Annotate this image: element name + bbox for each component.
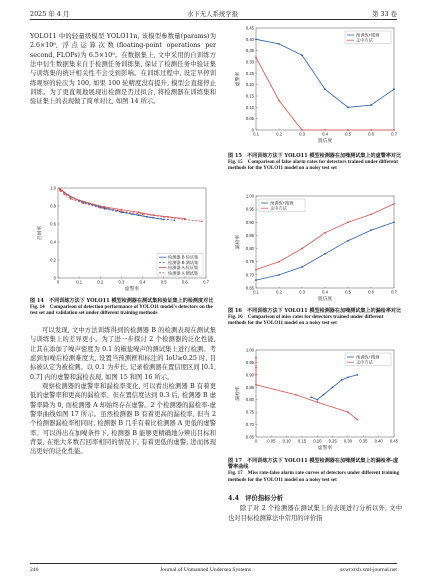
x-tick-label: 0.1 — [253, 131, 259, 137]
data-point — [255, 269, 257, 271]
data-point — [301, 266, 303, 268]
caption-en: Fig. 14 Comparison of detection performance of YOLO11 model's detectors on the test set and validation set under different training methods — [30, 304, 213, 317]
y-tick-label: 0.85 — [245, 232, 254, 238]
series-line — [256, 358, 357, 420]
y-axis-label: 漏检率 — [236, 234, 241, 250]
y-tick-label: 0.30 — [245, 59, 254, 65]
caption-en: Fig. 17 Miss rate-false alarm rate curves of detectors under different training methods for the YOLO11 model on a noisy test set — [228, 470, 400, 483]
y-tick-label: 0 — [53, 275, 56, 281]
paragraph: 观察检测器的虚警率和漏检率变化, 可以看出检测器 B 有着更低的虚警率和更高的漏检率。但在置信度达到 0.3 后, 检测器 B 虚警率降为 0, 而检测器 A 却始终存在虚警。2 个检测器的漏检率-虚警率曲线如图 17 所示。虽然检测器 B 有着更高的漏检率, 但当 2 个检测器漏检率相同时, 检测器 B 几乎有着比检测器 A 更低的虚警率。可以得出在加噪条件下, 检测器 B 能够更精确地分辨出目标和背景, 在绝大多数召回率相同的情况下, 有着更低的虚警, 进而体现出更好的泛化性能。 — [30, 383, 216, 456]
data-point — [121, 211, 123, 213]
x-tick-label: 0.05 — [267, 438, 276, 444]
y-tick-label: 1.00 — [245, 193, 254, 199]
x-tick-label: 0.7 — [203, 279, 209, 285]
x-tick-label: 0.6 — [368, 289, 374, 295]
x-tick-label: 0.45 — [389, 438, 399, 444]
data-point — [61, 190, 63, 192]
series-line — [256, 39, 394, 107]
series-line — [256, 222, 394, 280]
y-tick-label: 1.0 — [50, 185, 56, 191]
header-rule — [30, 19, 397, 20]
header-journal: 水下无人系统学报 — [187, 10, 239, 18]
data-point — [142, 213, 144, 215]
figure-15-caption — [228, 153, 402, 172]
data-point — [295, 394, 297, 396]
y-tick-label: 0.65 — [245, 285, 254, 291]
y-tick-label: 0.75 — [245, 409, 254, 415]
x-tick-label: 0.15 — [297, 438, 307, 444]
y-tick-label: 0.05 — [245, 116, 254, 122]
data-point — [89, 202, 91, 204]
data-point — [255, 279, 257, 281]
y-tick-label: 0.80 — [245, 397, 254, 403]
data-point — [278, 100, 280, 102]
data-point — [278, 43, 280, 45]
data-point — [323, 394, 325, 396]
figure-14-caption — [30, 298, 216, 317]
data-point — [255, 384, 257, 386]
y-tick-label: 0.80 — [245, 246, 254, 252]
series-line — [60, 191, 202, 222]
data-point — [370, 104, 372, 106]
x-tick-label: 0.3 — [299, 131, 305, 137]
data-point — [370, 214, 372, 216]
y-tick-label: 0.15 — [245, 93, 254, 99]
data-point — [370, 129, 372, 131]
x-tick-label: 0 — [254, 438, 258, 444]
data-point — [324, 129, 326, 131]
legend-label: 文中方法 — [356, 359, 373, 365]
x-axis-label: 虚警率 — [124, 287, 140, 292]
y-tick-label: 0.95 — [245, 359, 254, 365]
data-point — [278, 274, 280, 276]
y-tick-label: 0.70 — [245, 272, 254, 278]
x-tick-label: 0.4 — [139, 279, 146, 285]
y-tick-label: 0.45 — [245, 25, 254, 31]
x-axis-label: 虚警率 — [317, 446, 333, 451]
y-axis-label: 虚警率 — [236, 71, 241, 87]
y-tick-label: 0.25 — [245, 70, 254, 76]
y-tick-label: 0.10 — [245, 104, 254, 110]
data-point — [82, 202, 84, 204]
data-point — [347, 240, 349, 242]
y-axis-label: 漏检率 — [236, 386, 241, 401]
data-point — [104, 206, 106, 208]
data-point — [99, 207, 101, 209]
x-tick-label: 0 — [56, 279, 60, 285]
data-point — [301, 54, 303, 56]
data-point — [370, 229, 372, 231]
data-point — [316, 401, 318, 403]
legend-label: 检测器 A 验证集 — [168, 265, 199, 271]
caption-zh: 图 16 不同训练方法下 YOLO11 模型检测器在加噪测试集上的漏检率对比 — [228, 308, 402, 314]
series-line — [256, 204, 394, 270]
x-tick-label: 0.5 — [160, 279, 167, 285]
y-tick-label: 0.40 — [245, 36, 254, 42]
data-point — [393, 203, 395, 205]
data-point — [70, 198, 72, 200]
paragraph: 可以发现, 文中方法训练得到的检测器 B 的检测表现在测试集与训练集上的差异更小。为了进一步探讨 2 个检测器的泛化性能, 让其在添加了噪声密度为 0.1 的椒盐噪声的测试集上进行检测。考虑到加噪后检测难度大, 设置当预测框和标注的 IoU≥0.25 时, 目标被认定为被检测。以 0.1 为步长, 记录检测器在置信度区间 [0.1, 0.7] 内的虚警和漏检表现, 如图 15 和图 16 所示。 — [30, 327, 216, 381]
left-column-bottom — [30, 326, 216, 457]
x-tick-label: 0.40 — [374, 438, 383, 444]
x-tick-label: 0.10 — [282, 438, 291, 444]
x-tick-label: 0.2 — [276, 289, 282, 295]
data-point — [347, 129, 349, 131]
y-tick-label: 0.70 — [245, 422, 254, 428]
data-point — [63, 193, 65, 195]
figure-17-chart — [230, 346, 400, 456]
legend-label: 预训练+精调 — [356, 32, 380, 38]
data-point — [163, 216, 165, 218]
figure-17-caption — [228, 458, 402, 483]
figure-16-chart — [230, 192, 400, 307]
paragraph: 除了对 2 个检测器在测试集上的表现进行分析以外, 文中也对目标检测算法中常用的评价指 — [228, 505, 402, 522]
data-point — [184, 219, 186, 221]
x-tick-label: 0.1 — [253, 289, 259, 295]
y-tick-label: 0.20 — [245, 82, 254, 88]
legend-label: 检测器 B 验证集 — [168, 254, 199, 260]
x-tick-label: 0.25 — [328, 438, 337, 444]
data-point — [301, 129, 303, 131]
y-tick-label: 0.4 — [50, 239, 56, 245]
y-tick-label: 0.2 — [50, 257, 56, 263]
data-point — [316, 399, 318, 401]
footer-rule — [30, 563, 397, 564]
data-point — [255, 38, 257, 40]
y-tick-label: 0.8 — [50, 203, 56, 209]
y-tick-label: 0.6 — [50, 221, 56, 227]
data-point — [59, 188, 61, 190]
x-tick-label: 0.7 — [391, 289, 397, 295]
data-point — [173, 220, 175, 222]
y-axis-label: 召回率 — [38, 225, 43, 241]
caption-zh: 图 15 不同训练方法下 YOLO11 模型检测器在加噪测试集上的虚警率对比 — [228, 153, 402, 159]
legend-label: 检测器 B 测试集 — [168, 259, 199, 265]
series-line — [311, 375, 357, 400]
legend-label: 预训练+精调 — [356, 354, 380, 360]
y-tick-label: 0.95 — [245, 206, 254, 212]
data-point — [255, 357, 257, 359]
y-tick-label: 0.85 — [245, 384, 254, 390]
data-point — [393, 88, 395, 90]
data-point — [301, 248, 303, 250]
right-column-text — [228, 492, 402, 523]
data-point — [255, 367, 257, 369]
x-axis-label: 置信度 — [317, 139, 333, 144]
x-tick-label: 0.2 — [97, 279, 104, 285]
legend-label: 文中方法 — [270, 205, 287, 211]
left-column-top — [30, 32, 216, 107]
x-tick-label: 0.5 — [345, 289, 351, 295]
x-tick-label: 0.2 — [276, 131, 282, 137]
data-point — [347, 411, 349, 413]
figure-16-caption — [228, 308, 402, 327]
data-point — [341, 379, 343, 381]
legend-label: 检测器 A 测试集 — [168, 270, 199, 276]
legend-label: 文中方法 — [356, 37, 373, 43]
x-tick-label: 0.3 — [299, 289, 305, 295]
data-point — [255, 57, 257, 59]
y-tick-label: 0.75 — [245, 259, 254, 265]
section-heading: 4.4 评价指标分析 — [228, 495, 284, 502]
x-tick-label: 0.3 — [118, 279, 125, 285]
data-point — [347, 106, 349, 108]
data-point — [59, 190, 61, 192]
x-axis-label: 置信度 — [317, 297, 333, 302]
footer-journal: Journal of Unmanned Undersea Systems — [160, 567, 252, 573]
y-tick-label: 0.90 — [245, 219, 254, 225]
data-point — [356, 419, 358, 421]
figure-15-chart — [230, 24, 400, 151]
data-point — [324, 253, 326, 255]
x-tick-label: 0.6 — [368, 131, 374, 137]
data-point — [347, 376, 349, 378]
page-footer — [0, 562, 427, 578]
header-volume: 第 33 卷 — [372, 10, 397, 18]
x-tick-label: 0.6 — [181, 279, 188, 285]
data-point — [347, 221, 349, 223]
y-tick-label: 0.35 — [245, 48, 254, 54]
caption-zh: 图 17 不同训练方法下 YOLO11 模型检测器在加噪测试集上的漏检率-虚警率曲线 — [228, 458, 399, 471]
data-point — [393, 221, 395, 223]
data-point — [201, 220, 203, 222]
x-tick-label: 0.30 — [343, 438, 353, 444]
y-tick-label: 0 — [251, 127, 254, 133]
x-tick-label: 0.5 — [345, 131, 351, 137]
data-point — [324, 88, 326, 90]
header-date: 2025 年 4 月 — [30, 10, 70, 18]
caption-zh: 图 14 不同训练方法下 YOLO11 模型检测器在测试集和验证集上的检测度对比 — [30, 298, 214, 304]
series-line — [256, 58, 394, 131]
caption-en: Fig. 16 Comparison of miss rates for detectors trained under different methods for the YOLO11 model on a noisy test set — [228, 314, 384, 327]
y-tick-label: 0.90 — [245, 372, 254, 378]
figure-14-chart — [32, 182, 212, 297]
legend-label: 预训练+精调 — [270, 200, 294, 206]
page-header — [0, 0, 427, 20]
data-point — [332, 386, 334, 388]
page-number: 246 — [30, 567, 39, 573]
data-point — [255, 374, 257, 376]
data-point — [356, 374, 358, 376]
series-line — [60, 189, 185, 219]
data-point — [324, 232, 326, 234]
data-point — [393, 129, 395, 131]
x-tick-label: 0.4 — [322, 289, 328, 295]
x-tick-label: 0.20 — [313, 438, 322, 444]
paragraph: YOLO11 中的轻量级模型 YOLO11n, 该模型参数量(params)为 2.6×10⁶, 浮点运算次数(floating-point operations per second, FLOPs)为 6.5×10⁹。在数据集上, 文中采用的自训练方法中衍生数据集来自于检测任务训练集, 保证了检测任务中验证集与训练集的统计相关性不会受到影响。在训练过程中, 设定早停训练观察的轮次为 100, 如果 100 轮精度没有提升, 模型会直接停止训练。为了更直观地展现出检测是否过拟合, 将检测器在训练集和验证集上的表现做了简单对比, 如图 14 所示。 — [30, 33, 216, 106]
caption-en: Fig. 15 Comparison of false alarm rates for detectors trained under different methods for the YOLO11 model on a noisy test set — [228, 159, 398, 172]
data-point — [310, 396, 312, 398]
x-tick-label: 0.35 — [359, 438, 368, 444]
data-point — [121, 209, 123, 211]
x-tick-label: 0.1 — [76, 279, 83, 285]
x-tick-label: 0.4 — [322, 131, 328, 137]
footer-url: sxwrxtxb.xml-journal.net — [340, 567, 397, 573]
data-point — [74, 198, 76, 200]
data-point — [278, 261, 280, 263]
y-tick-label: 1.00 — [245, 347, 254, 353]
data-point — [137, 214, 139, 216]
data-point — [152, 217, 154, 219]
data-point — [137, 211, 139, 213]
x-tick-label: 0.7 — [391, 131, 397, 137]
y-tick-label: 0.65 — [245, 434, 254, 440]
